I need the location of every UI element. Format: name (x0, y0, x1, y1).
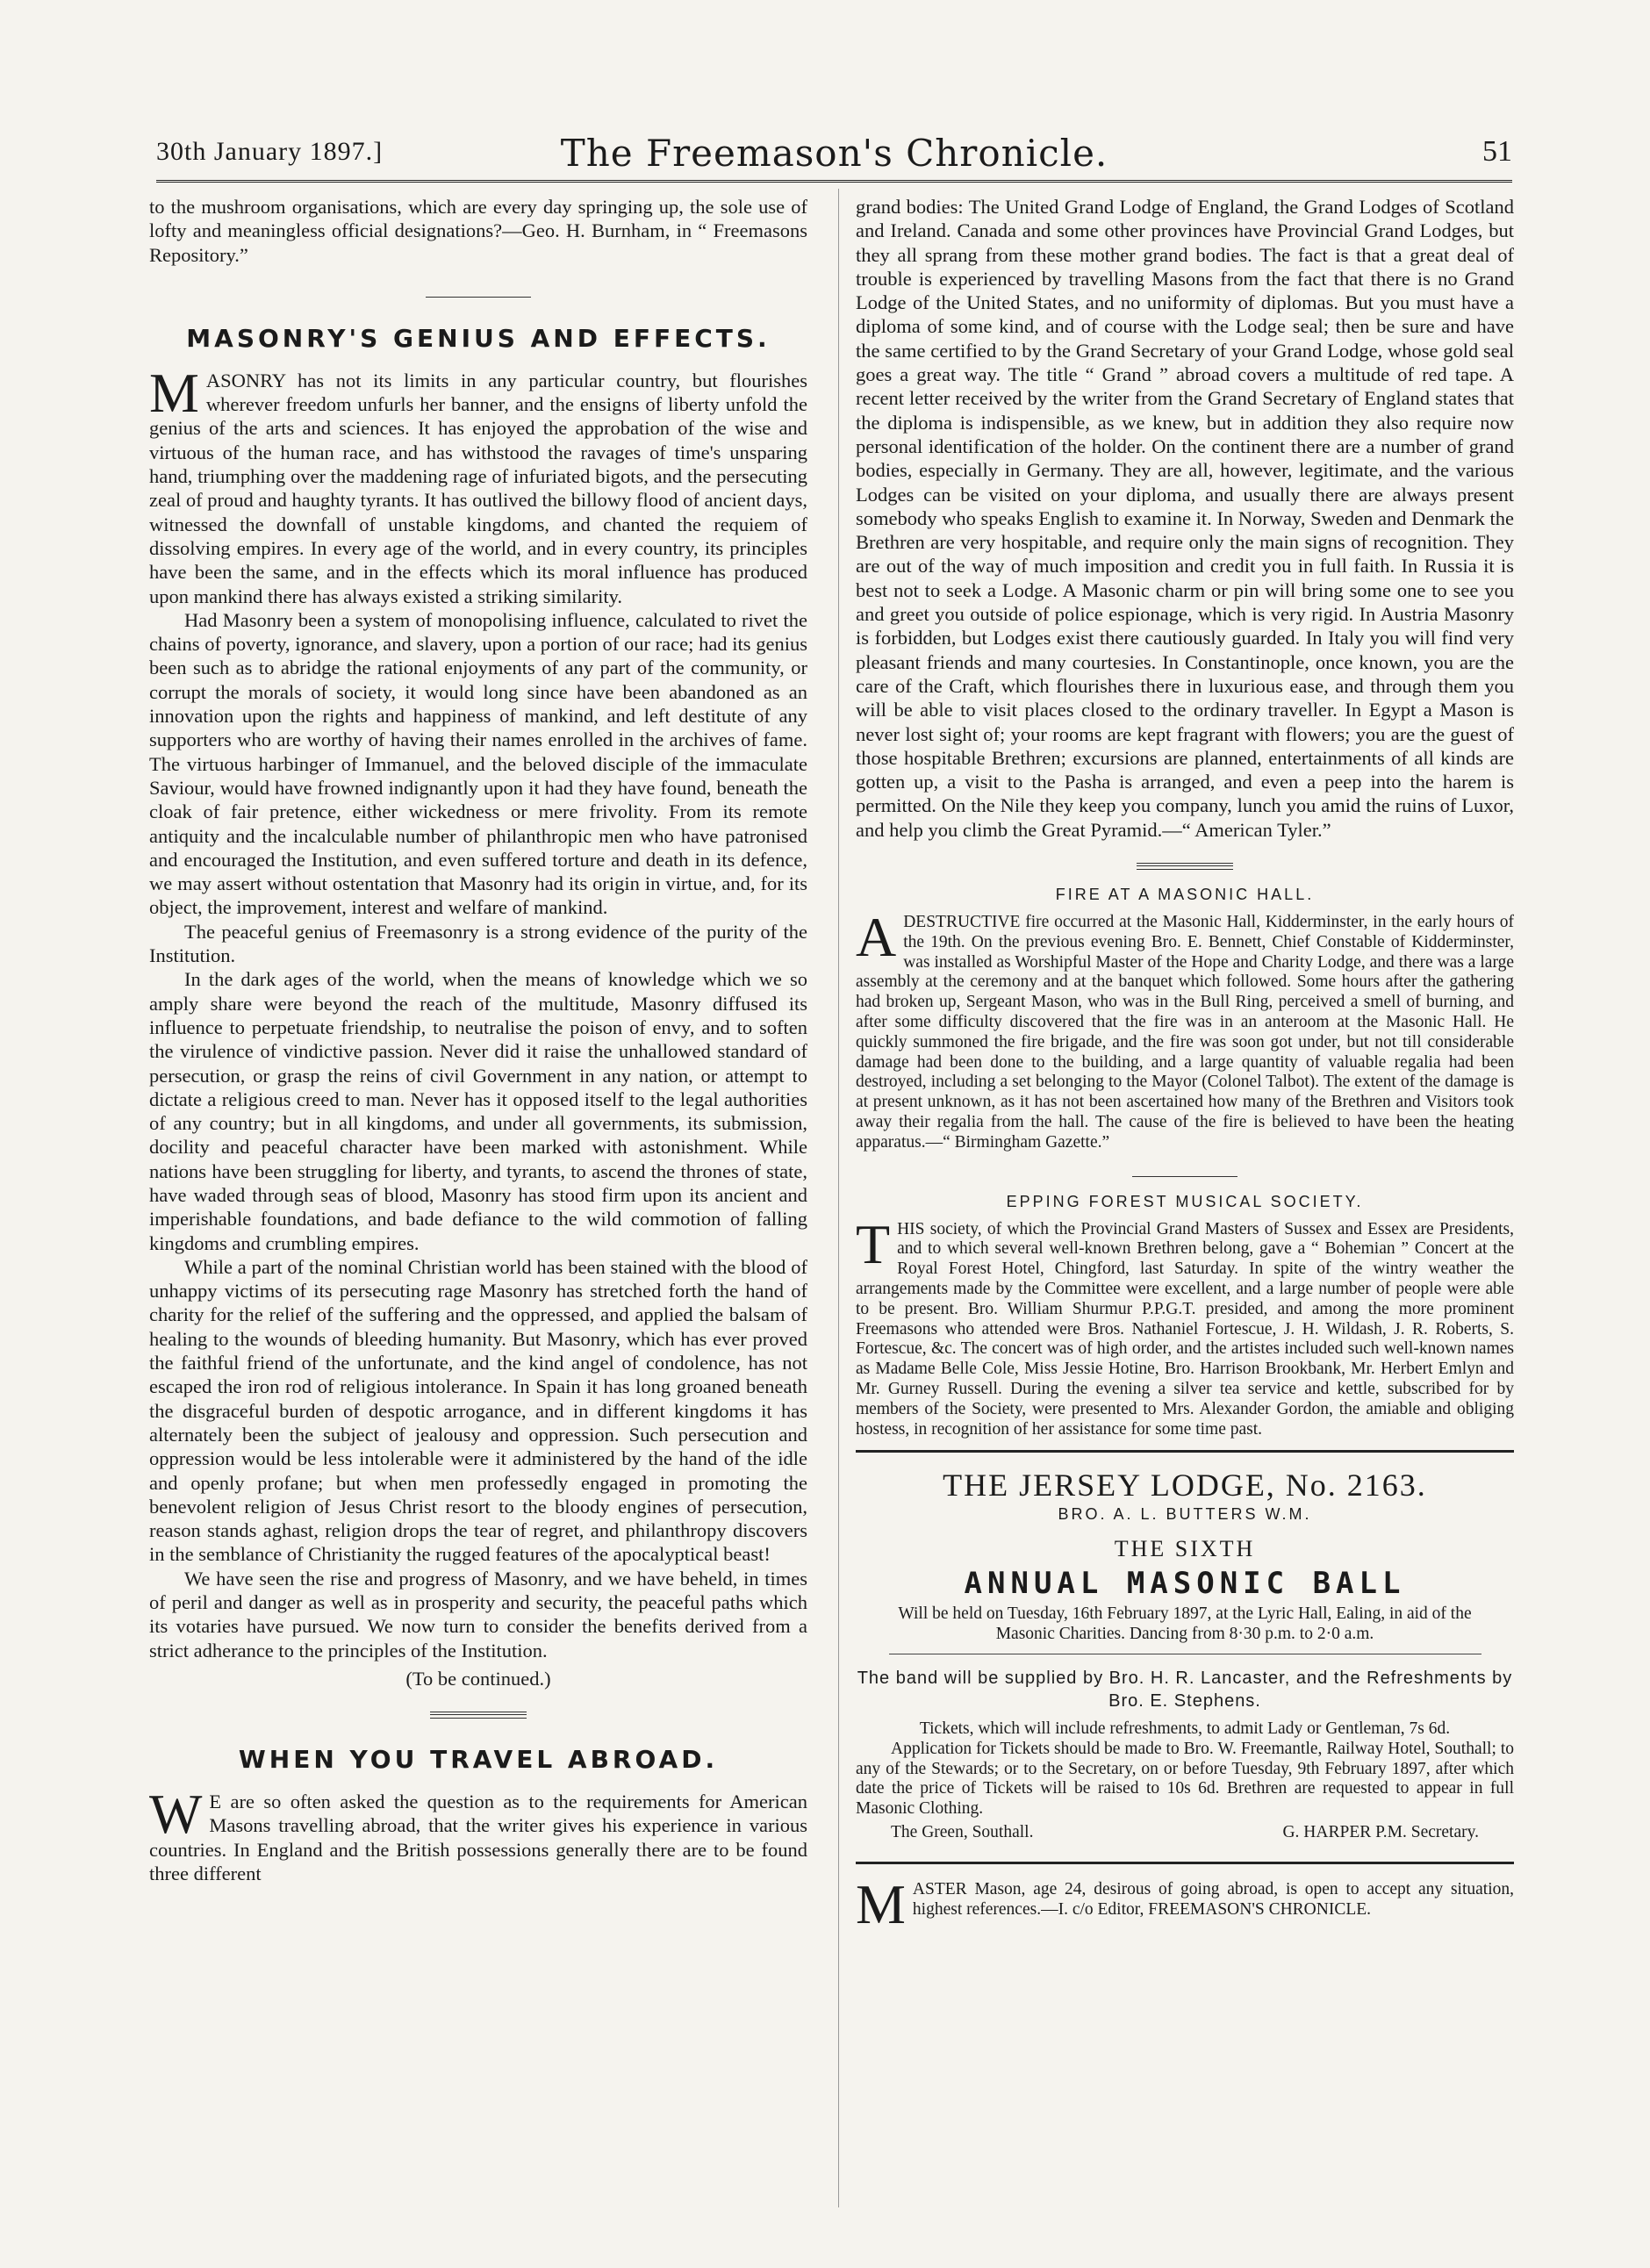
drop-cap: T (856, 1212, 891, 1275)
travel-paragraph-1-text: E are so often asked the question as to the requirements for American Masons travelling abroad, that the writer gives his experience in various countries. In England and the British possessions generally there are to be found three different (149, 1790, 807, 1884)
advert-secretary: G. HARPER P.M. Secretary. (1282, 1822, 1479, 1841)
genius-paragraph-6: We have seen the rise and progress of Masonry, and we have beheld, in times of peril and danger as well as in prosperity and security, the peaceful paths which its votaries have pursued. We now turn to consider the benefits derived from a strict adherance to the principles of the Institution. (149, 1567, 807, 1662)
advert-tickets: Tickets, which will include refreshments, to admit Lady or Gentleman, 7s 6d. (919, 1719, 1451, 1738)
advert-place: The Green, Southall. (891, 1822, 1034, 1841)
left-column (149, 195, 807, 1885)
situation-wanted-text: ASTER Mason, age 24, desirous of going abroad, is open to accept any situation, highest references.—I. c/o Editor, FREEMASON'S CHRONICLE. (912, 1879, 1514, 1919)
travel-continued: grand bodies: The United Grand Lodge of England, the Grand Lodges of Scotland and Ireland. Canada and some other provinces have Provincial Grand Lodges, but they all sprang from these mother grand bodies. The fact is that a great deal of trouble is experienced by travelling Masons from the fact that there is no Grand Lodge of the United States, and no uniformity of diplomas. But you must have a diploma of some kind, and of course with the Lodge seal; then be sure and have the same certified to by the Grand Secretary of your Grand Lodge, whose gold seal goes a great way. The title “ Grand ” abroad covers a multitude of red tape. A recent letter received by the writer from the Grand Secretary of England states that the diploma is indispensible, as we knew, but in addition they also require now personal identification of the holder. On the continent there are a number of grand bodies, especially in Germany. They are all, however, legitimate, and the various Lodges can be visited on your diploma, and usually there are always present somebody who speaks English to examine it. In Norway, Sweden and Denmark the Brethren are very hospitable, and require only the main signs of recognition. They are out of the way of much imposition and credit you in full faith. In Russia it is best not to seek a Lodge. A Masonic charm or pin will bring some one to see you and greet you outside of police espionage, which is very rigid. In Austria Masonry is forbidden, but Lodges exist there cautiously guarded. In Italy you will find very pleasant friends and many courtesies. In Constantinople, once known, you are the care of the Craft, which flourishes there in luxurious ease, and through them you will be able to visit places closed to the ordinary traveller. In Egypt a Mason is never lost sight of; your rooms are kept fragrant with flowers; you are the guest of those hospitable Brethren; excursions are planned, entertainments of all kinds are gotten up, a visit to the Pasha is arranged, and even a peep into the harem is permitted. On the Nile they keep you company, lunch you amid the ruins of Luxor, and help you climb the Great Pyramid.—“ American Tyler.” (856, 196, 1514, 841)
page-header (156, 132, 1512, 184)
advert-title: THE JERSEY LODGE, No. 2163. (943, 1468, 1427, 1504)
genius-paragraph-3: The peaceful genius of Freemasonry is a strong evidence of the purity of the Institution. (149, 920, 807, 967)
epping-paragraph (856, 1212, 1514, 1440)
right-column (856, 195, 1514, 1935)
ball-advertisement (856, 1467, 1514, 1842)
advert-wm: BRO. A. L. BUTTERS W.M. (1058, 1505, 1312, 1524)
advert-signature (856, 1823, 1514, 1842)
article-heading-fire: FIRE AT A MASONIC HALL. (1055, 886, 1315, 904)
advert-held: Will be held on Tuesday, 16th February 1897, at the Lyric Hall, Ealing, in aid of the Masonic Charities. Dancing from 8·30 p.m. to 2·0 a.m. (898, 1604, 1472, 1644)
section-rule (430, 1712, 527, 1719)
genius-paragraph-5: While a part of the nominal Christian world has been stained with the blood of unhappy victims of its persecuting rage Masonry has stretched forth the hand of charity for the relief of the suffering and the oppressed, and applied the balsam of healing to the wounds of bleeding humanity. But Masonry, which has ever proved the faithful friend of the unfortunate, and the kind angel of condolence, has not escaped the iron rod of religious intolerance. In Spain it has long groaned beneath the disgraceful burden of despotic arrogance, and in different kingdoms it has alternately been the subject of jealousy and oppression. Such persecution and oppression would be less intolerable were it administered by the hand of the idle and openly profane; but when men professedly engaged in promoting the benevolent religion of Jesus Christ resort to the bloody engines of persecution, reason stands aghast, religion drops the tear of regret, and philanthropy discovers in the semblance of Christianity the rugged features of the apocalyptical beast! (149, 1255, 807, 1566)
to-be-continued: (To be continued.) (405, 1667, 551, 1690)
genius-paragraph-1 (149, 361, 807, 608)
situation-wanted (856, 1872, 1514, 1935)
advert-ball-title: ANNUAL MASONIC BALL (964, 1566, 1406, 1602)
masthead-title: The Freemason's Chronicle. (560, 132, 1108, 175)
page-number: 51 (1482, 135, 1512, 168)
column-separator (838, 189, 839, 2207)
section-rule (1137, 863, 1233, 870)
drop-cap: W (149, 1782, 203, 1845)
epping-paragraph-text: HIS society, of which the Provincial Grand Masters of Sussex and Essex are Presidents, and to which several well-known Brethren belong, gave a “ Bohemian ” Concert at the Royal Forest Hotel, Chingford, last Saturday. In spite of the wintry weather the arrangements made by the Committee were excellent, and a large number of people were able to be present. Bro. William Shurmur P.P.G.T. presided, and among the more prominent Freemasons who attended were Bros. Nathaniel Fortescue, J. H. Wildash, J. R. Roberts, S. Fortescue, &c. The concert was of high order, and the artistes included such well-known names as Madame Belle Cole, Miss Jessie Hotine, Bro. Harrison Brookbank, Mr. Herbert Emlyn and Mr. Gurney Russell. During the evening a silver tea service and kettle, subscribed for by members of the Society, were presented to Mrs. Alexander Gordon, the amiable and obliging hostess, in recognition of her assistance for some time past. (856, 1219, 1514, 1439)
article-heading-travel: WHEN YOU TRAVEL ABROAD. (238, 1744, 719, 1774)
drop-cap: A (856, 906, 897, 969)
issue-date: 30th January 1897.] (156, 137, 384, 166)
article-heading-genius: MASONRY'S GENIUS AND EFFECTS. (186, 323, 771, 353)
intro-paragraph: to the mushroom organisations, which are every day springing up, the sole use of lofty and meaningless official designations?—Geo. H. Burnham, in “ Freemasons Repository.” (149, 196, 807, 266)
genius-paragraph-1-text: ASONRY has not its limits in any particular country, but flourishes wherever freedom unfurls her banner, and the ensigns of liberty unfold the genius of the arts and sciences. It has enjoyed the approbation of the wise and virtuous of the human race, and has withstood the ravages of time's unsparing hand, triumphing over the maddening rage of infuriated bigots, and the persecuting zeal of proud and haughty tyrants. It has outlived the billowy flood of ancient days, witnessed the downfall of unstable kingdoms, and chanted the requiem of dissolving empires. In every age of the world, and in every country, its principles have been the same, and in the effects which its moral influence has produced upon mankind there has always existed a striking similarity. (149, 369, 807, 607)
fire-paragraph (856, 906, 1514, 1153)
advert-rule (856, 1862, 1514, 1864)
drop-cap: M (856, 1872, 906, 1935)
header-rule (156, 180, 1512, 183)
advert-band: The band will be supplied by Bro. H. R. Lancaster, and the Refreshments by Bro. E. Stephens. (857, 1668, 1513, 1711)
fire-paragraph-text: DESTRUCTIVE fire occurred at the Masonic Hall, Kidderminster, in the early hours of the 19th. On the previous evening Bro. E. Bennett, Chief Constable of Kidderminster, was installed as Worshipful Master of the Hope and Charity Lodge, and there was a large assembly at the ceremony and at the banquet which followed. Some hours after the gathering had broken up, Sergeant Mason, who was in the Bull Ring, perceived a smell of burning, and after some difficulty discovered that the fire was in an anteroom at the Masonic Hall. He quickly summoned the fire brigade, and the fire was soon got under, but not till considerable damage had been done to the building, and a large quantity of valuable regalia had been destroyed, including a set belonging to the Mayor (Colonel Talbot). The extent of the damage is at present unknown, as it has not been ascertained how many of the Brethren and Visitors took away their regalia from the hall. The cause of the fire is believed to have been the heating apparatus.—“ Birmingham Gazette.” (856, 913, 1514, 1152)
advert-rule (856, 1450, 1514, 1453)
section-rule (1132, 1176, 1238, 1177)
drop-cap: M (149, 361, 199, 424)
travel-paragraph-1 (149, 1782, 807, 1885)
advert-application: Application for Tickets should be made to Bro. W. Freemantle, Railway Hotel, Southall; to any of the Stewards; or to the Secretary, on or before Tuesday, 9th February 1897, after which date the price of Tickets will be raised to 10s 6d. Brethren are requested to appear in full Masonic Clothing. (856, 1739, 1514, 1819)
advert-sixth: THE SIXTH (1114, 1536, 1256, 1562)
genius-paragraph-2: Had Masonry been a system of monopolising influence, calculated to rivet the chains of poverty, ignorance, and slavery, upon a portion of our race; had its genius been such as to abridge the rational enjoyments of any part of the community, or corrupt the morals of society, it would long since have been abandoned as an innovation upon the rights and happiness of mankind, and left destitute of any supporters who are worthy of having their names enrolled in the archives of fame. The virtuous harbinger of Immanuel, and the beloved disciple of the immaculate Saviour, would have frowned indignantly upon it had they have found, beneath the cloak of fair pretence, either wickedness or mere frivolity. From its remote antiquity and the incalculable number of philanthropic men who have patronised and encouraged the Institution, and even suffered torture and death in its defence, we may assert without ostentation that Masonry had its origin in virtue, and, for its object, the improvement, interest and welfare of mankind. (149, 608, 807, 919)
article-heading-epping: EPPING FOREST MUSICAL SOCIETY. (1006, 1192, 1364, 1210)
genius-paragraph-4: In the dark ages of the world, when the means of knowledge which we so amply share were beyond the reach of the multitude, Masonry diffused its influence to perpetuate friendship, to neutralise the poison of envy, and to soften the virulence of vindictive passion. Never did it raise the unhallowed standard of persecution, or grasp the reins of civil Government in any nation, or attempt to dictate a religious creed to man. Never has it opposed itself to the legal authorities of any country; but in all kingdoms, and under all governments, its submission, docility and peaceful character have been marked with astonishment. While nations have been struggling for liberty, and tyrants, to ascend the thrones of state, have waded through seas of blood, Masonry has stood firm upon its ancient and imperishable foundations, and bade defiance to the wild commotion of falling kingdoms and crumbling empires. (149, 968, 807, 1254)
section-rule (426, 297, 531, 298)
